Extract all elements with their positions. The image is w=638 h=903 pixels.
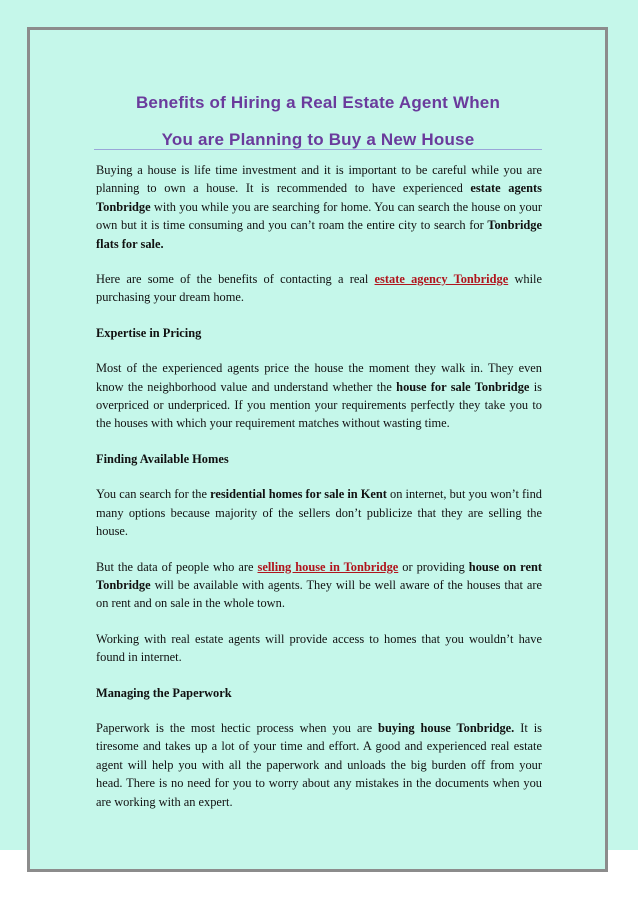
document-body	[96, 161, 542, 828]
paragraph-paperwork	[96, 719, 542, 811]
paragraph-search	[96, 485, 542, 540]
paragraph-benefits	[96, 270, 542, 307]
link-selling-house[interactable]: selling house in Tonbridge	[257, 559, 399, 574]
text: Paperwork is the most hectic process when you are	[96, 720, 379, 735]
keyword-estate-agents: estate agents Tonbridge	[96, 181, 542, 214]
heading-expertise: Expertise in Pricing	[96, 325, 202, 340]
document-title	[94, 84, 542, 158]
text: or providing	[398, 559, 469, 574]
text: It is tiresome and takes up a lot of your time and effort. A good and experienced real estate agent will help you with all the paperwork and unloads the big burden off from your head. There is no need for you to worry about any mistakes in the documents when you are working with an expert.	[96, 720, 543, 809]
paragraph-expertise	[96, 359, 542, 433]
text: while purchasing your dream home.	[96, 272, 542, 305]
title-line-1: Benefits of Hiring a Real Estate Agent When	[135, 93, 501, 112]
keyword-residential-homes: residential homes for sale in Kent	[210, 487, 387, 502]
keyword-buying-house: buying house Tonbridge.	[378, 720, 515, 735]
keyword-flats-for-sale: Tonbridge flats for sale.	[96, 218, 542, 251]
keyword-house-for-sale: house for sale Tonbridge	[396, 379, 530, 394]
text: on internet, but you won’t find many options because majority of the sellers don’t publicize that they are selling the house.	[96, 487, 542, 539]
text: with you while you are searching for home. You can search the house on your own but it is time consuming and you can’t roam the entire city to search for	[96, 199, 542, 233]
text: Buying a house is life time investment and it is important to be careful while you are planning to own a house. It is recommended to have experienced	[96, 163, 542, 196]
text: Here are some of the benefits of contacting a real	[96, 272, 375, 287]
title-divider	[94, 149, 542, 150]
heading-finding-homes: Finding Available Homes	[96, 451, 229, 466]
paragraph-agent-data	[96, 558, 542, 613]
text: will be available with agents. They will be well aware of the houses that are on rent and on sale in the whole town.	[96, 577, 542, 611]
text: But the data of people who are	[96, 559, 258, 574]
text: You can search for the	[96, 487, 211, 502]
title-line-2: You are Planning to Buy a New House	[161, 130, 475, 149]
paragraph-intro	[96, 161, 542, 253]
heading-paperwork: Managing the Paperwork	[96, 685, 232, 700]
link-estate-agency[interactable]: estate agency Tonbridge	[374, 272, 509, 287]
text: Most of the experienced agents price the house the moment they walk in. They even know the neighborhood value and understand whether the	[96, 361, 542, 394]
keyword-house-on-rent: house on rent Tonbridge	[96, 559, 542, 592]
paragraph-access: Working with real estate agents will provide access to homes that you wouldn’t have found in internet.	[96, 631, 542, 665]
text: is overpriced or underpriced. If you mention your requirements perfectly they take you to the houses with which your requirement matches without wasting time.	[96, 379, 542, 431]
